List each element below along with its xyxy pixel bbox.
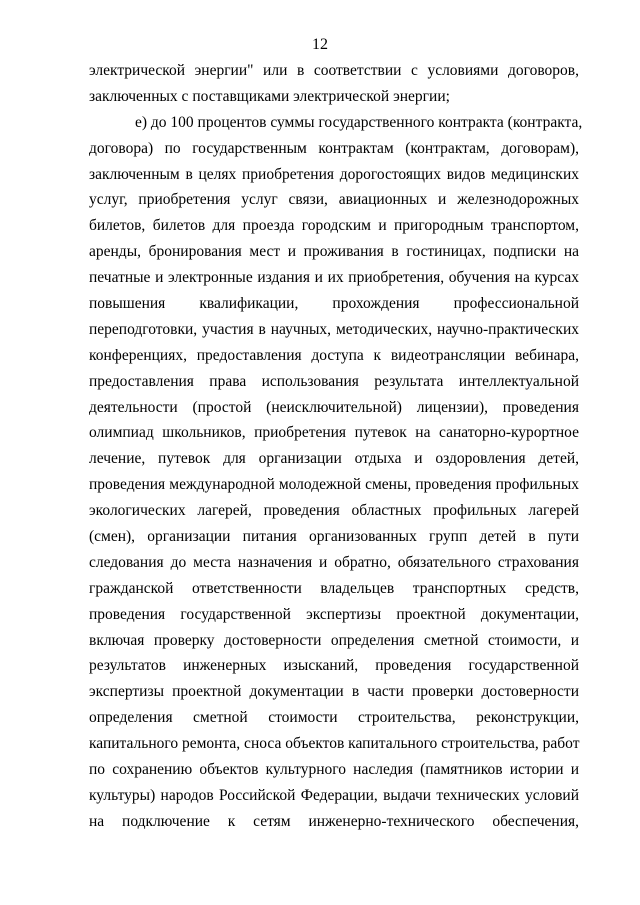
paragraph-start-line: е) до 100 процентов суммы государственного контракта (контракта, bbox=[135, 113, 583, 131]
text-line: печатные и электронные издания и их приобретения, обучения на курсах bbox=[89, 269, 579, 287]
text-line: предоставления права использования результата интеллектуальной bbox=[89, 372, 579, 390]
text-line: экспертизы проектной документации в части проверки достоверности bbox=[89, 683, 579, 701]
text-line: переподготовки, участия в научных, методических, научно-практических bbox=[89, 320, 579, 338]
text-line: заключенных с поставщиками электрической энергии; bbox=[89, 87, 450, 105]
text-line: проведения государственной экспертизы проектной документации, bbox=[89, 605, 579, 623]
text-line: гражданской ответственности владельцев транспортных средств, bbox=[89, 579, 579, 597]
body-text bbox=[89, 58, 583, 835]
text-line: деятельности (простой (неисключительной) лицензии), проведения bbox=[89, 398, 579, 416]
text-line: культуры) народов Российской Федерации, выдачи технических условий bbox=[89, 786, 579, 804]
text-line: электрической энергии" или в соответствии с условиями договоров, bbox=[89, 62, 579, 79]
text-line: проведения международной молодежной смены, проведения профильных bbox=[89, 476, 579, 494]
text-line: на подключение к сетям инженерно-технического обеспечения, bbox=[89, 812, 579, 830]
text-line: определения сметной стоимости строительства, реконструкции, bbox=[89, 709, 579, 727]
text-line: следования до места назначения и обратно, обязательного страхования bbox=[89, 553, 579, 571]
text-line: олимпиад школьников, приобретения путевок на санаторно-курортное bbox=[89, 424, 579, 442]
text-line: договора) по государственным контрактам (контрактам, договорам), bbox=[89, 139, 579, 157]
text-line: конференциях, предоставления доступа к видеотрансляции вебинара, bbox=[89, 346, 579, 364]
text-line: включая проверку достоверности определения сметной стоимости, и bbox=[89, 631, 579, 649]
text-line: услуг, приобретения услуг связи, авиационных и железнодорожных bbox=[89, 191, 579, 209]
text-line: капитального ремонта, сноса объектов капитального строительства, работ bbox=[89, 735, 580, 753]
text-line: заключенным в целях приобретения дорогостоящих видов медицинских bbox=[89, 165, 579, 183]
text-line: экологических лагерей, проведения областных профильных лагерей bbox=[89, 502, 579, 520]
text-line: аренды, бронирования мест и проживания в гостиницах, подписки на bbox=[89, 243, 579, 261]
page-number: 12 bbox=[312, 36, 328, 53]
text-line: повышения квалификации, прохождения профессиональной bbox=[89, 295, 579, 313]
text-line: по сохранению объектов культурного наследия (памятников истории и bbox=[89, 761, 579, 779]
text-line: (смен), организации питания организованных групп детей в пути bbox=[89, 528, 579, 546]
text-line: билетов, билетов для проезда городским и пригородным транспортом, bbox=[89, 217, 579, 235]
text-line: лечение, путевок для организации отдыха и оздоровления детей, bbox=[89, 450, 579, 468]
text-line: результатов инженерных изысканий, проведения государственной bbox=[89, 657, 579, 675]
